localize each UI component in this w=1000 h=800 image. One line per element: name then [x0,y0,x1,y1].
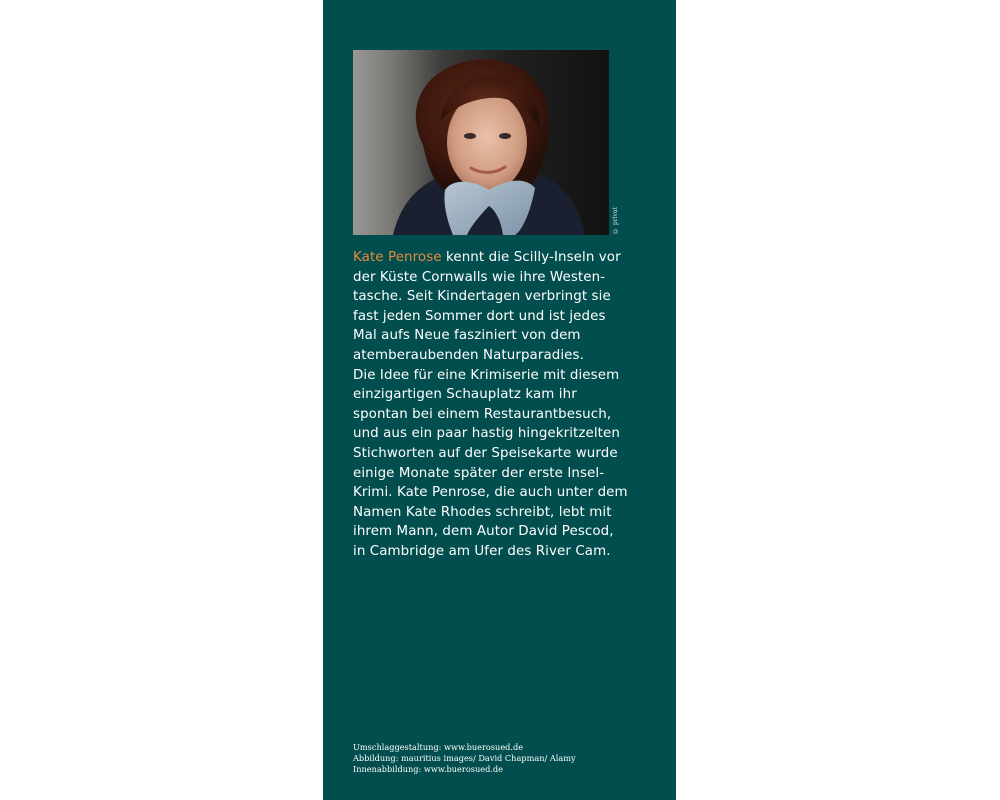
bio-line: und aus ein paar hastig hingekritzelten [353,426,620,442]
bio-line: einige Monate später der erste Insel- [353,465,605,481]
bio-line: atemberaubenden Naturparadies. [353,347,584,363]
bio-line: in Cambridge am Ufer des River Cam. [353,543,611,559]
illustration-credit: Abbildung: mauritius images/ David Chapman/ Alamy [353,753,576,763]
back-flap-panel [323,0,676,800]
bio-line: fast jeden Sommer dort und ist jedes [353,308,606,324]
bio-line: der Küste Cornwalls wie ihre Westen- [353,269,606,285]
photo-credit: © privat [612,207,619,234]
bio-line: ihrem Mann, dem Autor David Pescod, [353,524,614,540]
bio-line [353,248,653,268]
author-photo [353,50,609,235]
bio-line: einzigartigen Schauplatz kam ihr [353,387,577,403]
interior-illustration-credit: Innenabbildung: www.buerosued.de [353,764,503,774]
bio-line: Namen Kate Rhodes schreibt, lebt mit [353,504,612,520]
author-name-highlight: Kate Penrose [353,250,442,265]
bio-line: spontan bei einem Restaurantbesuch, [353,406,612,422]
bio-line: Die Idee für eine Krimiserie mit diesem [353,367,620,383]
bio-line: Krimi. Kate Penrose, die auch unter dem [353,485,628,501]
bio-line: tasche. Seit Kindertagen verbringt sie [353,289,611,305]
imprint-credits [353,742,576,775]
author-biography [353,248,653,562]
bio-line-text: kennt die Scilly-Inseln vor [441,250,621,265]
bio-line: Mal aufs Neue fasziniert von dem [353,328,581,344]
author-portrait-image [353,50,609,235]
bio-line: Stichworten auf der Speisekarte wurde [353,445,618,461]
cover-design-credit: Umschlaggestaltung: www.buerosued.de [353,742,524,752]
